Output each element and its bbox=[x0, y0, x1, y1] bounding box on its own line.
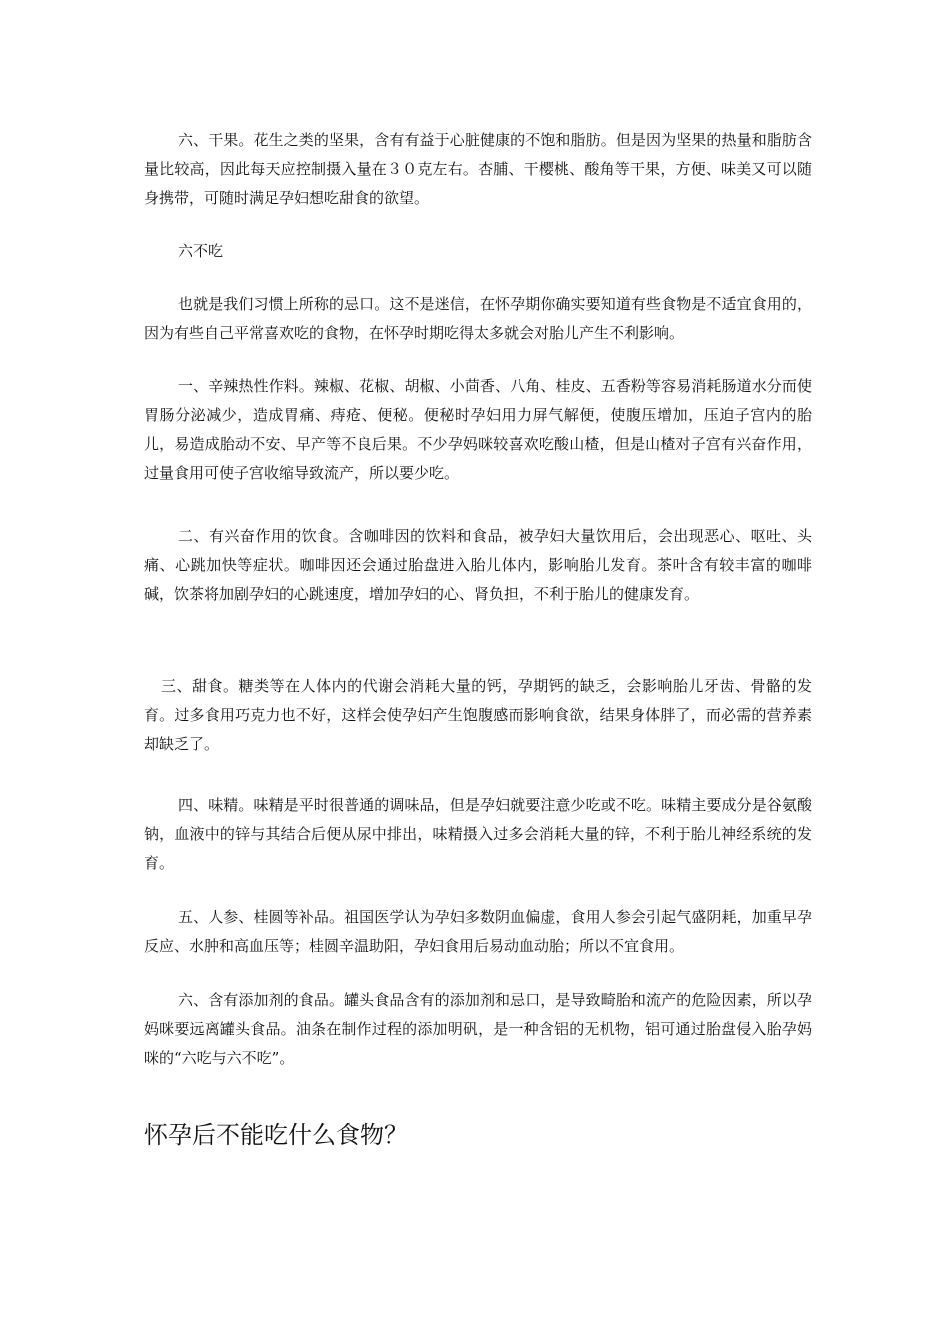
paragraph-dried-fruit: 六、干果。花生之类的坚果，含有有益于心脏健康的不饱和脂肪。但是因为坚果的热量和脂肪含量比较高，因此每天应控制摄入量在３０克左右。杏脯、干樱桃、酸角等干果，方便、味美又可以随身携带，可随时满足孕妇想吃甜食的欲望。 bbox=[144, 131, 812, 207]
paragraph-spicy-seasoning: 一、辛辣热性作料。辣椒、花椒、胡椒、小茴香、八角、桂皮、五香粉等容易消耗肠道水分而使胃肠分泌减少，造成胃痛、痔疮、便秘。便秘时孕妇用力屏气解便，使腹压增加，压迫子宫内的胎儿，易造成胎动不安、早产等不良后果。不少孕妈咪较喜欢吃酸山楂，但是山楂对子宫有兴奋作用，过量食用可使子宫收缩导致流产，所以要少吃。 bbox=[144, 377, 812, 482]
paragraph-ginseng-longan: 五、人参、桂圆等补品。祖国医学认为孕妇多数阴血偏虚，食用人参会引起气盛阴耗，加重早孕反应、水肿和高血压等；桂圆辛温助阳，孕妇食用后易动血动胎；所以不宜食用。 bbox=[144, 908, 812, 955]
paragraph-sweets: 三、甜食。糖类等在人体内的代谢会消耗大量的钙，孕期钙的缺乏，会影响胎儿牙齿、骨骼的发育。过多食用巧克力也不好，这样会使孕妇产生饱腹感而影响食欲，结果身体胖了，而必需的营养素却缺乏了。 bbox=[144, 677, 812, 753]
paragraph-taboo-intro: 也就是我们习惯上所称的忌口。这不是迷信，在怀孕期你确实要知道有些食物是不适宜食用的，因为有些自己平常喜欢吃的食物，在怀孕时期吃得太多就会对胎儿产生不利影响。 bbox=[144, 295, 812, 342]
paragraph-six-dont-eat-title: 六不吃 bbox=[178, 242, 224, 260]
section-heading: 怀孕后不能吃什么食物？ bbox=[144, 1121, 408, 1149]
paragraph-msg: 四、味精。味精是平时很普通的调味品，但是孕妇就要注意少吃或不吃。味精主要成分是谷氨酸钠，血液中的锌与其结合后便从尿中排出，味精摄入过多会消耗大量的锌，不利于胎儿神经系统的发育。 bbox=[144, 796, 812, 872]
paragraph-stimulant-drinks: 二、有兴奋作用的饮食。含咖啡因的饮料和食品，被孕妇大量饮用后，会出现恶心、呕吐、头痛、心跳加快等症状。咖啡因还会通过胎盘进入胎儿体内，影响胎儿发育。茶叶含有较丰富的咖啡碱，饮茶将加剧孕妇的心跳速度，增加孕妇的心、肾负担，不利于胎儿的健康发育。 bbox=[144, 527, 812, 603]
paragraph-additives: 六、含有添加剂的食品。罐头食品含有的添加剂和忌口，是导致畸胎和流产的危险因素，所以孕妈咪要远离罐头食品。油条在制作过程的添加明矾，是一种含铝的无机物，铝可通过胎盘侵入胎孕妈咪的“六吃与六不吃”。 bbox=[144, 991, 812, 1067]
